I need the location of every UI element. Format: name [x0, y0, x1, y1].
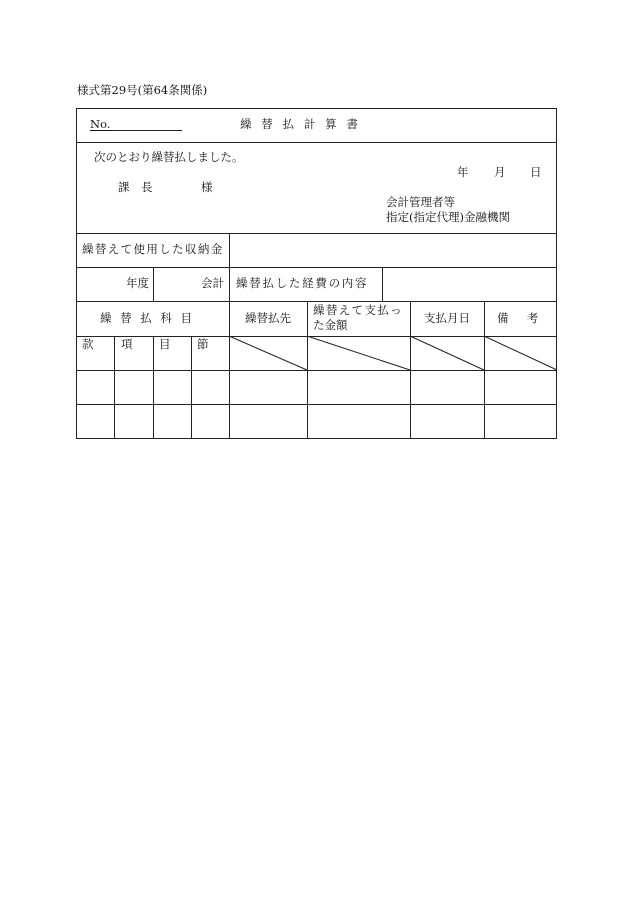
subheader-kou: 項	[121, 337, 133, 351]
date-month: 月	[494, 165, 506, 179]
divider-moku	[191, 336, 192, 439]
fiscal-year-label: 年度	[126, 276, 149, 290]
subheader-setsu: 節	[197, 337, 209, 351]
divider-date	[484, 301, 485, 439]
recipient-honorific: 様	[201, 180, 213, 194]
slash-remarks	[484, 336, 557, 370]
no-label: No.	[90, 117, 111, 131]
revenue-label: 繰替えて使用した収納金	[82, 242, 224, 256]
divider-year	[153, 267, 154, 301]
header-budget-item: 繰替払科目	[100, 311, 201, 325]
slash-payee	[229, 336, 307, 370]
divider-revenue-value	[229, 233, 230, 267]
divider-amount	[410, 301, 411, 439]
form-number: 様式第29号(第64条関係)	[77, 83, 208, 97]
header-payment-date: 支払月日	[424, 311, 470, 325]
divider-notice	[76, 233, 557, 234]
slash-date	[410, 336, 484, 370]
header-remarks: 備考	[497, 311, 557, 325]
header-payee: 繰替払先	[245, 311, 291, 325]
no-underline	[110, 130, 182, 131]
divider-revenue	[76, 267, 557, 268]
subheader-moku: 目	[159, 337, 171, 351]
divider-payee	[307, 301, 308, 439]
date-year: 年	[457, 165, 469, 179]
expense-content-label: 繰替払した経費の内容	[236, 276, 369, 290]
issuer-line-2: 指定(指定代理)金融機関	[386, 210, 510, 224]
form-title: 繰替払計算書	[240, 117, 368, 131]
slash-amount	[307, 336, 410, 370]
header-amount-line-1: 繰替えて支払っ	[313, 303, 404, 317]
recipient-title: 課 長	[118, 180, 153, 194]
date-day: 日	[530, 165, 542, 179]
divider-title	[76, 142, 557, 143]
divider-content	[382, 267, 383, 301]
statement-text: 次のとおり繰替払しました。	[94, 150, 244, 164]
issuer-line-1: 会計管理者等	[386, 195, 455, 209]
divider-kan	[114, 336, 115, 439]
account-label: 会計	[201, 276, 224, 290]
header-amount-line-2: た金額	[313, 318, 348, 332]
divider-kou	[153, 336, 154, 439]
subheader-kan: 款	[82, 337, 94, 351]
